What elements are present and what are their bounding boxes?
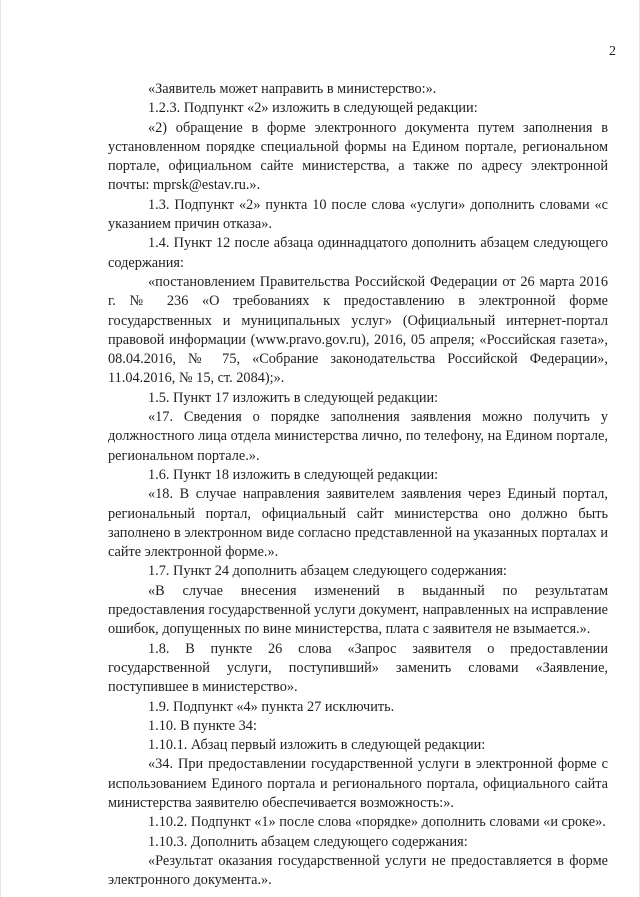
- paragraph: 1.10.2. Подпункт «1» после слова «порядке» дополнить словами «и сроке».: [148, 814, 606, 831]
- page-left-edge: [0, 0, 1, 897]
- paragraph: «В случае внесения изменений в выданный по результатам предоставления государственной услуги документ, направленных на исправление ошибок, допущенных по вине министерства, плата с заявителя не взымается.».: [108, 582, 608, 638]
- page-number: 2: [609, 44, 616, 59]
- paragraph: 1.9. Подпункт «4» пункта 27 исключить.: [148, 698, 395, 715]
- paragraph: 1.6. Пункт 18 изложить в следующей редакции:: [148, 466, 439, 483]
- paragraph: 1.10. В пункте 34:: [148, 717, 257, 734]
- paragraph: «Заявитель может направить в министерство:».: [148, 81, 437, 97]
- paragraph: «17. Сведения о порядке заполнения заявления можно получить у должностного лица отдела министерства лично, по телефону, на Едином портале, региональном портале.».: [108, 409, 608, 464]
- paragraph: 1.7. Пункт 24 дополнить абзацем следующего содержания:: [148, 563, 507, 580]
- paragraph: «34. При предоставлении государственной услуги в электронной форме с использованием Единого портала и регионального портала, официального сайта министерства заявителю обеспечивается возможность:».: [108, 756, 608, 811]
- paragraph: 1.4. Пункт 12 после абзаца одиннадцатого дополнить абзацем следующего содержания:: [108, 235, 608, 271]
- paragraph: 1.10.3. Дополнить абзацем следующего содержания:: [148, 833, 468, 850]
- paragraph: 1.2.3. Подпункт «2» изложить в следующей редакции:: [148, 100, 478, 117]
- paragraph: 1.3. Подпункт «2» пункта 10 после слова «услуги» дополнить словами «с указанием причин отказа».: [108, 196, 608, 233]
- document-body: [108, 80, 608, 890]
- paragraph: 1.5. Пункт 17 изложить в следующей редакции:: [148, 389, 439, 406]
- paragraph: «2) обращение в форме электронного документа путем заполнения в установленном порядке специальной формы на Едином портале, региональном портале, официальном сайте министерства, а также по адресу электронной почты: mprsk@estav.ru.».: [108, 119, 608, 194]
- paragraph: «Результат оказания государственной услуги не предоставляется в форме электронного документа.».: [108, 852, 608, 889]
- paragraph: 1.10.1. Абзац первый изложить в следующей редакции:: [148, 737, 486, 754]
- paragraph: «18. В случае направления заявителем заявления через Единый портал, региональный портал, официальный сайт министерства оно должно быть заполнено в электронном виде согласно представленной на указанных порталах и сайте электронной форме.».: [108, 486, 608, 561]
- paragraph: «постановлением Правительства Российской Федерации от 26 марта 2016 г. № 236 «О требованиях к предоставлению в электронной форме государственных и муниципальных услуг» (Официальный интернет-портал правовой информации (www.pravo.gov.ru), 2016, 05 апреля; «Российская газета», 08.04.2016, № 75, «Собрание законодательства Российской Федерации», 11.04.2016, № 15, ст. 2084);».: [108, 273, 608, 387]
- paragraph: 1.8. В пункте 26 слова «Запрос заявителя о предоставлении государственной услуги, поступивший» заменить словами «Заявление, поступившее в министерство».: [108, 640, 608, 696]
